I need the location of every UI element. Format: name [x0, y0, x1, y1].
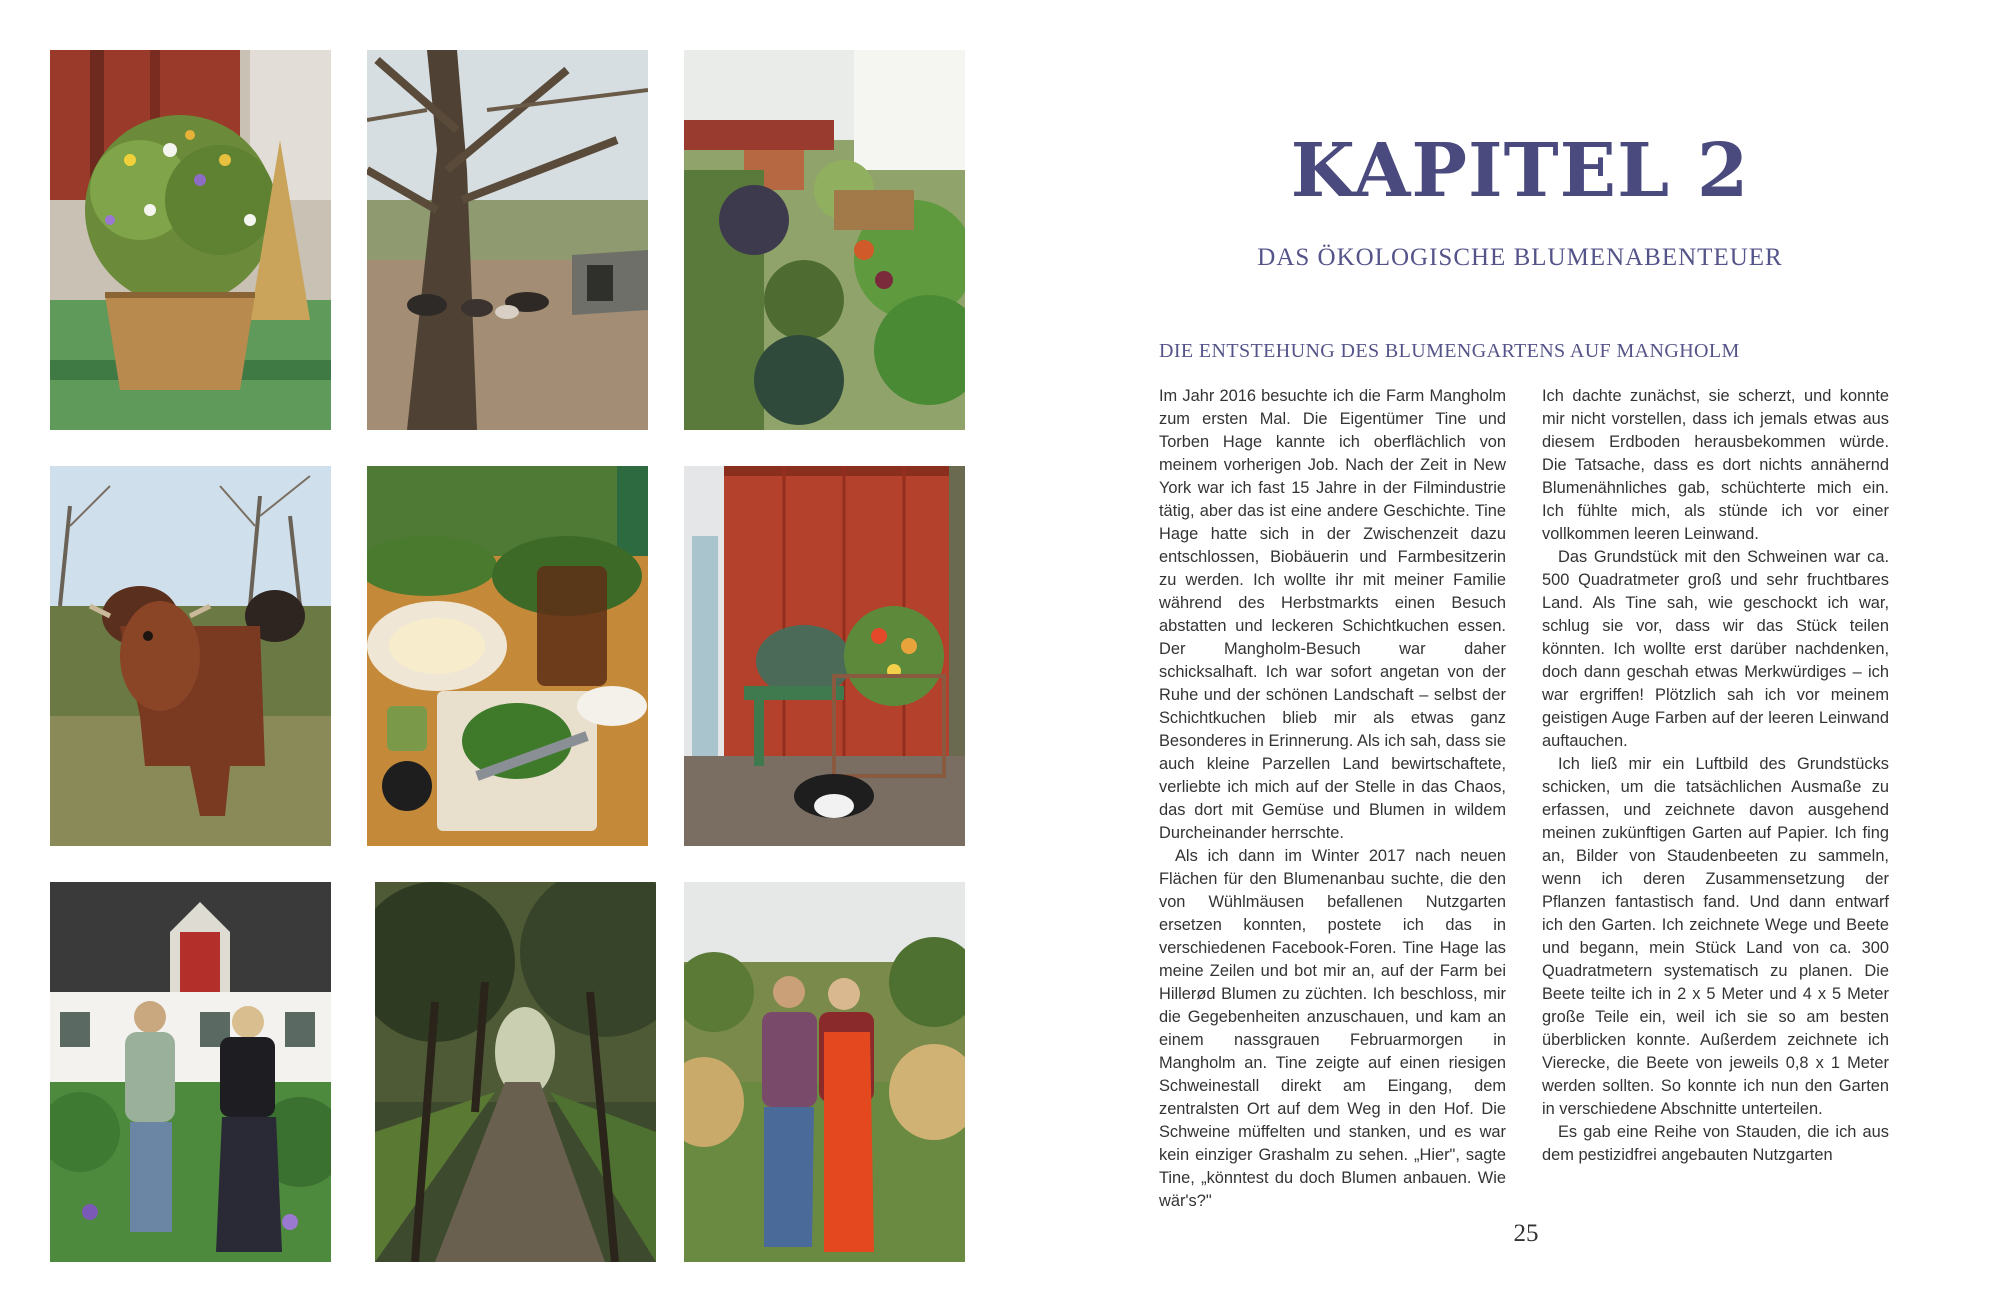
photo-flower-basket [50, 50, 331, 430]
photo-herbs-table [367, 466, 648, 846]
chapter-title: KAPITEL 2 [1290, 128, 1750, 214]
paragraph: Das Grundstück mit den Schweinen war ca. 500 Quadratmeter groß und sehr fruchtbares Land. Als Tine sah, wie geschockt ich war, schlug sie vor, dass wir das Stück teilen könnten. Ich wollte erst darüber nachdenken, doch dann geschah etwas Merkwürdiges – ich war ergriffen! Plötzlich sah ich vor meinem geistigen Auge Farben auf der leeren Leinwand auftauchen. [1542, 548, 1889, 750]
photo-pigs-under-tree [367, 50, 648, 430]
text-column-left [1159, 385, 1506, 1213]
paragraph: Es gab eine Reihe von Stauden, die ich aus dem pestizidfrei angebauten Nutzgarten [1542, 1123, 1889, 1164]
photo-forest-path [375, 882, 656, 1262]
text-column-right [1542, 385, 1889, 1167]
photo-two-women-hay-bales [684, 882, 965, 1262]
photo-cows-in-field [50, 466, 331, 846]
photo-barn-door-cat [684, 466, 965, 846]
chapter-subtitle: DAS ÖKOLOGISCHE BLUMENABENTEUER [1257, 244, 1783, 271]
photo-vegetable-market [684, 50, 965, 430]
paragraph: Ich dachte zunächst, sie scherzt, und konnte mir nicht vorstellen, dass ich jemals etwas aus diesem Erdboden herausbekommen würde. Die Tatsache, dass es dort nichts annähernd Blumenähnliches gab, schüchterte mich ein. Ich fühlte mich, als stünde ich vor einer vollkommen leeren Leinwand. [1542, 387, 1889, 543]
page-number: 25 [1513, 1220, 1539, 1247]
photo-two-women-house [50, 882, 331, 1262]
paragraph: Im Jahr 2016 besuchte ich die Farm Mangholm zum ersten Mal. Die Eigentümer Tine und Torben Hage kannte ich oberflächlich von meinem vorherigen Job. Nach der Zeit in New York war ich fast 15 Jahre in der Filmindustrie tätig, aber das ist eine andere Geschichte. Tine Hage hatte sich in der Zwischenzeit dazu entschlossen, Biobäuerin und Farmbesitzerin zu werden. Ich wollte ihr mit meiner Familie während des Herbstmarkts einen Besuch abstatten und leckeren Schichtkuchen essen. Der Mangholm-Besuch war daher schicksalhaft. Ich war sofort angetan von der Ruhe und der schönen Landschaft – selbst der Schichtkuchen blieb mir als etwas ganz Besonderes in Erinnerung. Als ich sah, dass sie auch kleine Parzellen Land bewirtschaftete, verliebte ich mich auf der Stelle in das Chaos, das dort mit Gemüse und Blumen in wildem Durcheinander herrschte. [1159, 387, 1506, 842]
paragraph: Ich ließ mir ein Luftbild des Grundstücks schicken, um die tatsächlichen Ausmaße zu erfassen, und zeichnete davon ausgehend meinen zukünftigen Garten auf Papier. Ich fing an, Bilder von Staudenbeeten zu sammeln, wenn ich deren Zusammensetzung der Pflanzen fantastisch fand. Und dann entwarf ich den Garten. Ich zeichnete Wege und Beete und begann, mein Stück Land von ca. 300 Quadratmetern systematisch zu planen. Die Beete teilte ich in 2 x 5 Meter und 4 x 5 Meter große Teile ein, weil ich sie so am besten überblicken konnte. Außerdem zeichnete ich Vierecke, die Beete von jeweils 0,8 x 1 Meter werden sollten. So konnte ich nun den Garten in verschiedene Abschnitte unterteilen. [1542, 755, 1889, 1118]
section-heading: DIE ENTSTEHUNG DES BLUMENGARTENS AUF MANGHOLM [1159, 340, 1740, 362]
paragraph: Als ich dann im Winter 2017 nach neuen Flächen für den Blumenanbau suchte, die den von Wühlmäusen befallenen Nutzgarten ersetzen konnten, postete ich das in verschiedenen Facebook-Foren. Tine Hage las meine Zeilen und bot mir an, auf der Farm bei Hillerød Blumen zu züchten. Ich beschloss, mir die Gegebenheiten anzuschauen, und kam an einem nassgrauen Februarmorgen in Mangholm an. Tine zeigte auf einen riesigen Schweinestall direkt am Eingang, dem zentralsten Ort auf dem Weg in den Hof. Die Schweine müffelten und stanken, und es war kein einziger Grashalm zu sehen. „Hier", sagte Tine, „könntest du doch Blumen anbauen. Wie wär's?" [1159, 847, 1506, 1210]
